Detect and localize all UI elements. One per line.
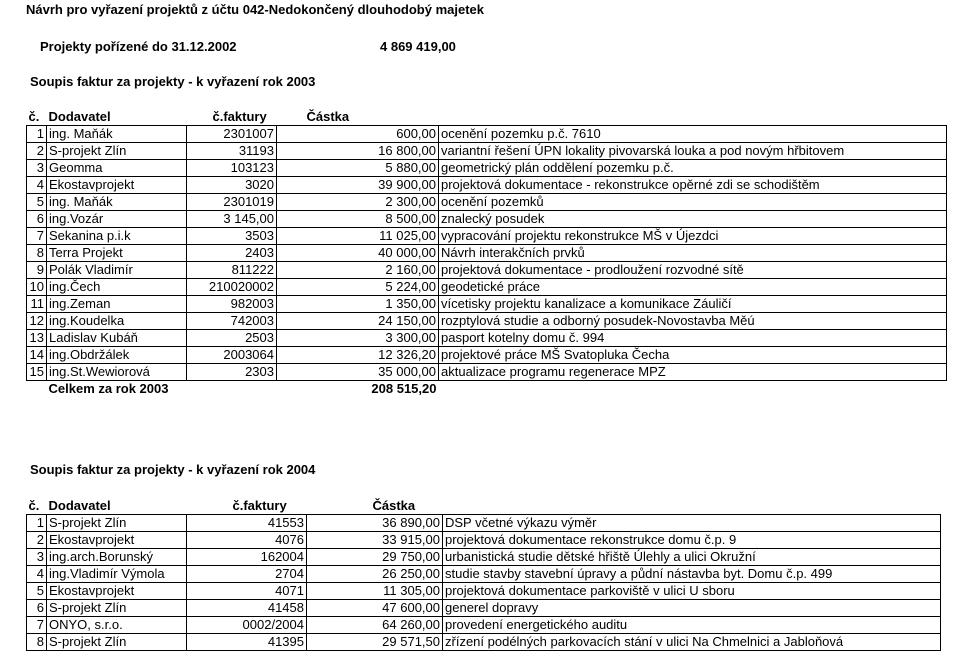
amount: 8 500,00: [277, 211, 439, 228]
description: variantní řešení ÚPN lokality pivovarská louka a pod novým hřbitovem: [439, 143, 947, 160]
row-number: 11: [27, 296, 47, 313]
amount: 39 900,00: [277, 177, 439, 194]
projects-amount: 4 869 419,00: [380, 39, 456, 54]
table-row: [27, 330, 947, 347]
description: DSP včetné výkazu výměr: [443, 515, 941, 532]
description: zřízení podélných parkovacích stání v ulici Na Chmelnici a Jabloňová: [443, 634, 941, 651]
amount: 11 305,00: [307, 583, 443, 600]
supplier: S-projekt Zlín: [47, 600, 187, 617]
row-number: 8: [27, 634, 47, 651]
row-number: 15: [27, 364, 47, 381]
row-number: 6: [27, 211, 47, 228]
invoice-number: 162004: [187, 549, 307, 566]
total-row: [27, 381, 947, 398]
invoice-number: 811222: [187, 262, 277, 279]
description: projektová dokumentace rekonstrukce domu č.p. 9: [443, 532, 941, 549]
description: geometrický plán oddělení pozemku p.č.: [439, 160, 947, 177]
amount: 1 350,00: [277, 296, 439, 313]
description: geodetické práce: [439, 279, 947, 296]
col-header-amount: Částka: [306, 109, 350, 124]
invoice-number: 2301019: [187, 194, 277, 211]
amount: 64 260,00: [307, 617, 443, 634]
supplier: ing.Zeman: [47, 296, 187, 313]
projects-label: Projekty pořízené do 31.12.2002: [40, 39, 237, 54]
supplier: ing.arch.Borunský: [47, 549, 187, 566]
row-number: 4: [27, 566, 47, 583]
amount: 40 000,00: [277, 245, 439, 262]
supplier: S-projekt Zlín: [47, 634, 187, 651]
table-row: [27, 600, 941, 617]
supplier: ing.St.Wewiorová: [47, 364, 187, 381]
row-number: 5: [27, 194, 47, 211]
description: ocenění pozemku p.č. 7610: [439, 126, 947, 143]
row-number: 4: [27, 177, 47, 194]
supplier: ing.Čech: [47, 279, 187, 296]
amount: 3 300,00: [277, 330, 439, 347]
table-row: [27, 313, 947, 330]
row-number: 13: [27, 330, 47, 347]
amount: 600,00: [277, 126, 439, 143]
invoice-number: 4071: [187, 583, 307, 600]
invoice-table-2003: [26, 109, 947, 397]
amount: 29 750,00: [307, 549, 443, 566]
invoice-number: 41395: [187, 634, 307, 651]
invoice-number: 210020002: [187, 279, 277, 296]
amount: 12 326,20: [277, 347, 439, 364]
description: generel dopravy: [443, 600, 941, 617]
amount: 26 250,00: [307, 566, 443, 583]
table-row: [27, 160, 947, 177]
description: aktualizace programu regenerace MPZ: [439, 364, 947, 381]
table-row: [27, 228, 947, 245]
table-row: [27, 194, 947, 211]
invoice-number: 41553: [187, 515, 307, 532]
amount: 33 915,00: [307, 532, 443, 549]
section-heading-2003: Soupis faktur za projekty - k vyřazení rok 2003: [30, 74, 316, 89]
amount: 5 224,00: [277, 279, 439, 296]
supplier: Polák Vladimír: [47, 262, 187, 279]
amount: 36 890,00: [307, 515, 443, 532]
row-number: 2: [27, 143, 47, 160]
col-header-number: č.: [28, 109, 40, 124]
total-label: Celkem za rok 2003: [48, 381, 169, 396]
total-amount: 208 515,20: [371, 381, 437, 396]
table-row: [27, 617, 941, 634]
row-number: 14: [27, 347, 47, 364]
description: pasport kotelny domu č. 994: [439, 330, 947, 347]
amount: 24 150,00: [277, 313, 439, 330]
invoice-table-2004: [26, 498, 941, 651]
invoice-number: 3 145,00: [187, 211, 277, 228]
supplier: Terra Projekt: [47, 245, 187, 262]
col-header-supplier: Dodavatel: [48, 109, 111, 124]
supplier: ing.Koudelka: [47, 313, 187, 330]
table-row: [27, 211, 947, 228]
supplier: ing. Maňák: [47, 194, 187, 211]
description: projektové práce MŠ Svatopluka Čecha: [439, 347, 947, 364]
row-number: 7: [27, 228, 47, 245]
amount: 47 600,00: [307, 600, 443, 617]
col-header-number: č.: [28, 498, 40, 513]
table-row: [27, 583, 941, 600]
supplier: ing.Obdržálek: [47, 347, 187, 364]
supplier: S-projekt Zlín: [47, 143, 187, 160]
supplier: ing.Vladimír Výmola: [47, 566, 187, 583]
invoice-number: 31193: [187, 143, 277, 160]
supplier: Sekanina p.i.k: [47, 228, 187, 245]
document-title: Návrh pro vyřazení projektů z účtu 042-Nedokončený dlouhodobý majetek: [26, 2, 484, 17]
row-number: 8: [27, 245, 47, 262]
table-row: [27, 566, 941, 583]
table-row: [27, 347, 947, 364]
supplier: Ekostavprojekt: [47, 177, 187, 194]
description: projektová dokumentace - prodloužení rozvodné sítě: [439, 262, 947, 279]
description: projektová dokumentace - rekonstrukce opěrné zdi se schodištěm: [439, 177, 947, 194]
amount: 16 800,00: [277, 143, 439, 160]
description: Návrh interakčních prvků: [439, 245, 947, 262]
invoice-number: 2403: [187, 245, 277, 262]
table-header-row: [27, 498, 941, 515]
description: vypracování projektu rekonstrukce MŠ v Újezdci: [439, 228, 947, 245]
row-number: 7: [27, 617, 47, 634]
amount: 11 025,00: [277, 228, 439, 245]
row-number: 1: [27, 126, 47, 143]
description: urbanistická studie dětské hřiště Úlehly a ulici Okružní: [443, 549, 941, 566]
supplier: ing. Maňák: [47, 126, 187, 143]
row-number: 9: [27, 262, 47, 279]
table-header-row: [27, 109, 947, 126]
supplier: Ladislav Kubáň: [47, 330, 187, 347]
supplier: ONYO, s.r.o.: [47, 617, 187, 634]
row-number: 2: [27, 532, 47, 549]
amount: 5 880,00: [277, 160, 439, 177]
amount: 2 160,00: [277, 262, 439, 279]
table-row: [27, 262, 947, 279]
description: vícetisky projektu kanalizace a komunikace Záuličí: [439, 296, 947, 313]
invoice-number: 4076: [187, 532, 307, 549]
row-number: 3: [27, 549, 47, 566]
invoice-number: 0002/2004: [187, 617, 307, 634]
invoice-number: 103123: [187, 160, 277, 177]
section-heading-2004: Soupis faktur za projekty - k vyřazení rok 2004: [30, 462, 316, 477]
description: znalecký posudek: [439, 211, 947, 228]
invoice-number: 2003064: [187, 347, 277, 364]
row-number: 3: [27, 160, 47, 177]
description: studie stavby stavební úpravy a půdní nástavba byt. Domu č.p. 499: [443, 566, 941, 583]
table-row: [27, 296, 947, 313]
row-number: 10: [27, 279, 47, 296]
description: provedení energetického auditu: [443, 617, 941, 634]
table-row: [27, 364, 947, 381]
row-number: 5: [27, 583, 47, 600]
row-number: 12: [27, 313, 47, 330]
col-header-invoice: č.faktury: [232, 498, 287, 513]
table-row: [27, 245, 947, 262]
supplier: Geomma: [47, 160, 187, 177]
supplier: ing.Vozár: [47, 211, 187, 228]
amount: 29 571,50: [307, 634, 443, 651]
table-row: [27, 143, 947, 160]
description: projektová dokumentace parkoviště v ulici U sboru: [443, 583, 941, 600]
invoice-number: 3020: [187, 177, 277, 194]
description: rozptylová studie a odborný posudek-Novostavba Měú: [439, 313, 947, 330]
table-row: [27, 549, 941, 566]
amount: 2 300,00: [277, 194, 439, 211]
invoice-number: 2301007: [187, 126, 277, 143]
invoice-number: 2503: [187, 330, 277, 347]
invoice-number: 742003: [187, 313, 277, 330]
supplier: Ekostavprojekt: [47, 583, 187, 600]
supplier: Ekostavprojekt: [47, 532, 187, 549]
supplier: S-projekt Zlín: [47, 515, 187, 532]
table-row: [27, 177, 947, 194]
table-row: [27, 126, 947, 143]
table-row: [27, 634, 941, 651]
description: ocenění pozemků: [439, 194, 947, 211]
col-header-supplier: Dodavatel: [48, 498, 111, 513]
invoice-number: 3503: [187, 228, 277, 245]
row-number: 6: [27, 600, 47, 617]
row-number: 1: [27, 515, 47, 532]
invoice-number: 982003: [187, 296, 277, 313]
table-row: [27, 279, 947, 296]
invoice-number: 2704: [187, 566, 307, 583]
invoice-number: 41458: [187, 600, 307, 617]
invoice-number: 2303: [187, 364, 277, 381]
amount: 35 000,00: [277, 364, 439, 381]
col-header-amount: Částka: [372, 498, 416, 513]
table-row: [27, 515, 941, 532]
col-header-invoice: č.faktury: [212, 109, 267, 124]
table-row: [27, 532, 941, 549]
